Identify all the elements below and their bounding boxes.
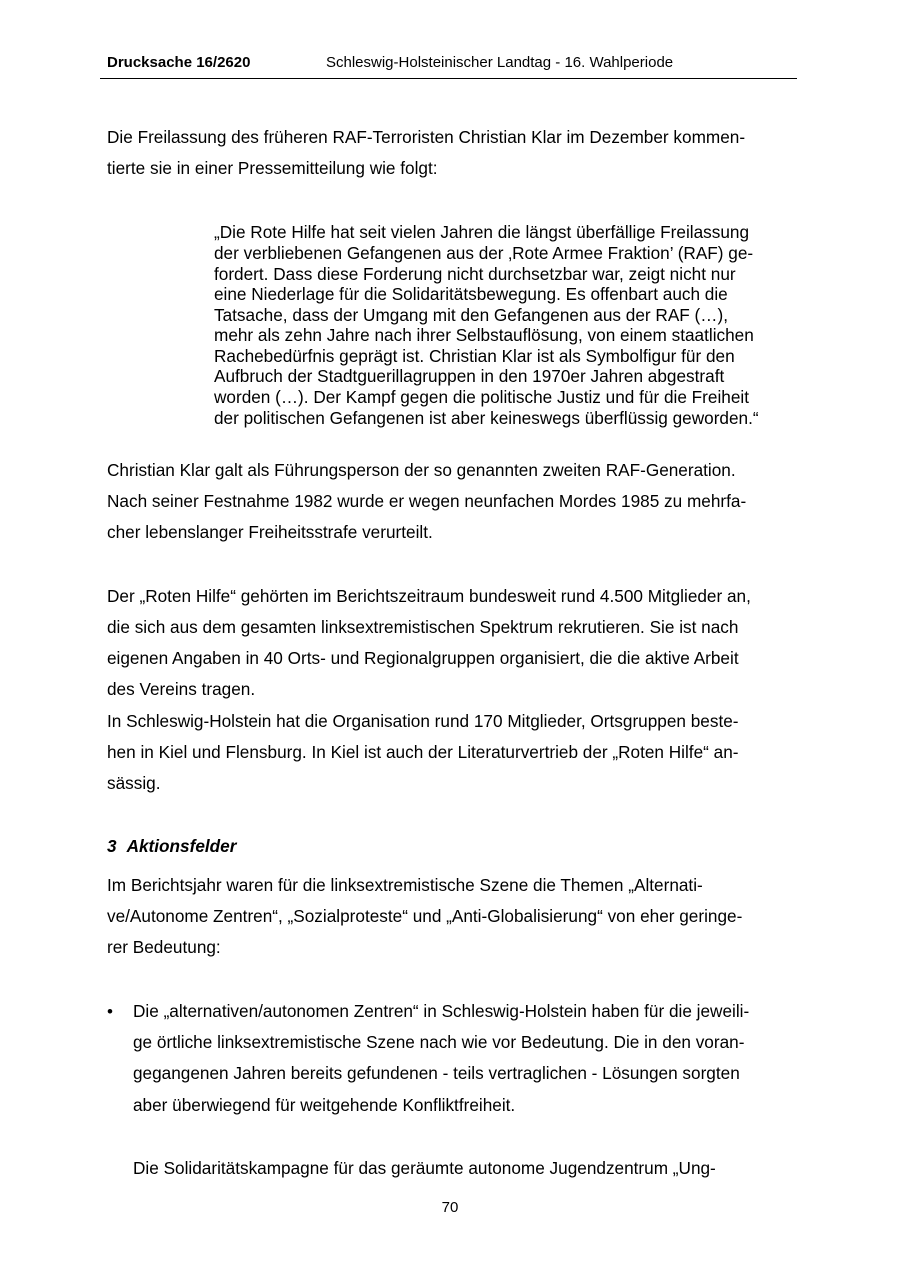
section-heading — [107, 836, 236, 857]
body-line: cher lebenslanger Freiheitsstrafe verurteilt. — [107, 522, 433, 542]
bullet-line: ge örtliche linksextremistische Szene nach wie vor Bedeutung. Die in den voran- — [133, 1032, 745, 1052]
quote-line: worden (…). Der Kampf gegen die politische Justiz und für die Freiheit — [214, 387, 749, 407]
body-line: sässig. — [107, 773, 161, 793]
bullet-line: aber überwiegend für weitgehende Konfliktfreiheit. — [133, 1095, 516, 1115]
quote-line: Rachebedürfnis geprägt ist. Christian Klar ist als Symbolfigur für den — [214, 346, 735, 366]
body-line: des Vereins tragen. — [107, 679, 256, 699]
quote-line: fordert. Dass diese Forderung nicht durchsetzbar war, zeigt nicht nur — [214, 264, 736, 284]
body-line: Nach seiner Festnahme 1982 wurde er wegen neunfachen Mordes 1985 zu mehrfa- — [107, 491, 747, 511]
body-line: Im Berichtsjahr waren für die linksextremistische Szene die Themen „Alternati- — [107, 875, 703, 895]
body-line: die sich aus dem gesamten linksextremistischen Spektrum rekrutieren. Sie ist nach — [107, 617, 739, 637]
body-line: ve/Autonome Zentren“, „Sozialproteste“ und „Anti-Globalisierung“ von eher geringe- — [107, 906, 743, 926]
section-number: 3 — [107, 836, 117, 856]
body-line: In Schleswig-Holstein hat die Organisation rund 170 Mitglieder, Ortsgruppen beste- — [107, 711, 739, 731]
quote-line: eine Niederlage für die Solidaritätsbewegung. Es offenbart auch die — [214, 284, 728, 304]
intro-line: Die Freilassung des früheren RAF-Terroristen Christian Klar im Dezember kommen- — [107, 127, 746, 147]
quote-line: mehr als zehn Jahre nach ihrer Selbstauflösung, von einem staatlichen — [214, 325, 754, 345]
body-line: eigenen Angaben in 40 Orts- und Regionalgruppen organisiert, die die aktive Arbeit — [107, 648, 739, 668]
quote-line: Aufbruch der Stadtguerillagruppen in den 1970er Jahren abgestraft — [214, 366, 725, 386]
parliament-title: Schleswig-Holsteinischer Landtag - 16. Wahlperiode — [326, 54, 674, 71]
bullet-line: Die „alternativen/autonomen Zentren“ in Schleswig-Holstein haben für die jeweili- — [133, 1001, 750, 1021]
bullet-icon: • — [107, 1002, 113, 1021]
quote-line: „Die Rote Hilfe hat seit vielen Jahren die längst überfällige Freilassung — [214, 222, 750, 242]
quote-line: der verbliebenen Gefangenen aus der ‚Rote Armee Fraktion’ (RAF) ge- — [214, 243, 754, 263]
section-title: Aktionsfelder — [126, 836, 237, 856]
body-line: rer Bedeutung: — [107, 937, 221, 957]
body-line: Der „Roten Hilfe“ gehörten im Berichtszeitraum bundesweit rund 4.500 Mitglieder an, — [107, 586, 751, 606]
page-number: 70 — [441, 1199, 459, 1216]
continuation-line: Die Solidaritätskampagne für das geräumte autonome Jugendzentrum „Ung- — [133, 1158, 716, 1178]
bullet-line: gegangenen Jahren bereits gefundenen - teils vertraglichen - Lösungen sorgten — [133, 1063, 740, 1083]
page-header — [100, 52, 797, 79]
body-line: hen in Kiel und Flensburg. In Kiel ist auch der Literaturvertrieb der „Roten Hilfe“ an- — [107, 742, 739, 762]
intro-line: tierte sie in einer Pressemitteilung wie folgt: — [107, 158, 438, 178]
quote-line: der politischen Gefangenen ist aber keineswegs überflüssig geworden.“ — [214, 408, 759, 428]
body-line: Christian Klar galt als Führungsperson der so genannten zweiten RAF-Generation. — [107, 460, 736, 480]
quote-line: Tatsache, dass der Umgang mit den Gefangenen aus der RAF (…), — [214, 305, 728, 325]
document-number: Drucksache 16/2620 — [107, 54, 251, 71]
